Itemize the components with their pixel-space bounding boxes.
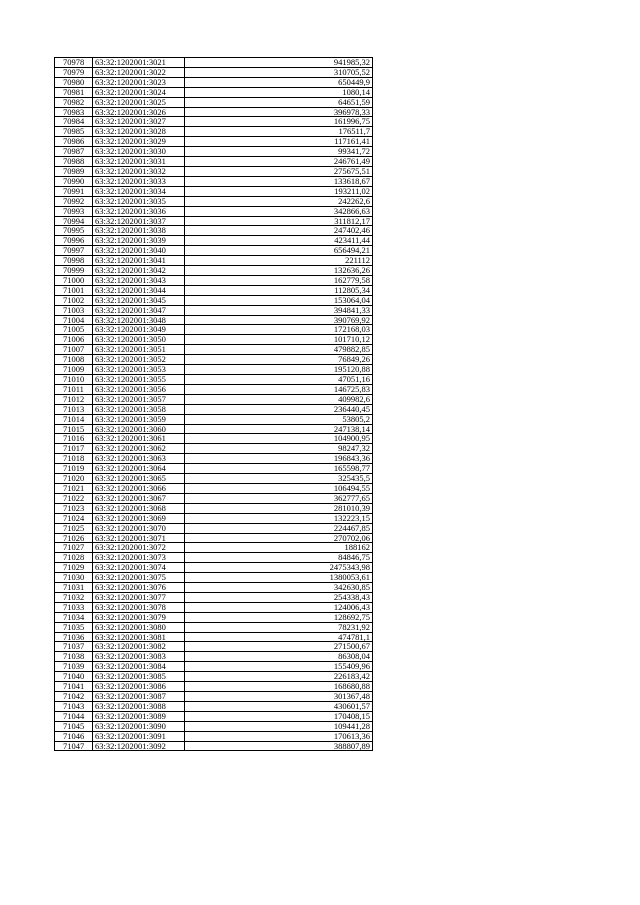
table-row bbox=[55, 266, 373, 276]
row-number-cell: 71025 bbox=[55, 523, 93, 533]
value-cell: 254338,43 bbox=[185, 592, 373, 602]
row-number-cell: 71001 bbox=[55, 285, 93, 295]
row-number-cell: 71034 bbox=[55, 612, 93, 622]
cadastral-number-cell: 63:32:1202001:3033 bbox=[93, 176, 185, 186]
value-cell: 176511,7 bbox=[185, 127, 373, 137]
table-row bbox=[55, 256, 373, 266]
table-row bbox=[55, 533, 373, 543]
table-row bbox=[55, 662, 373, 672]
value-cell: 409982,6 bbox=[185, 394, 373, 404]
table-body bbox=[55, 58, 373, 751]
cadastral-number-cell: 63:32:1202001:3055 bbox=[93, 375, 185, 385]
value-cell: 311812,17 bbox=[185, 216, 373, 226]
row-number-cell: 70979 bbox=[55, 67, 93, 77]
cadastral-number-cell: 63:32:1202001:3025 bbox=[93, 97, 185, 107]
row-number-cell: 71037 bbox=[55, 642, 93, 652]
value-cell: 146725,83 bbox=[185, 384, 373, 394]
cadastral-number-cell: 63:32:1202001:3075 bbox=[93, 573, 185, 583]
cadastral-number-cell: 63:32:1202001:3069 bbox=[93, 513, 185, 523]
table-row bbox=[55, 384, 373, 394]
row-number-cell: 71040 bbox=[55, 672, 93, 682]
row-number-cell: 70981 bbox=[55, 87, 93, 97]
cadastral-number-cell: 63:32:1202001:3057 bbox=[93, 394, 185, 404]
table-row bbox=[55, 602, 373, 612]
row-number-cell: 71028 bbox=[55, 553, 93, 563]
value-cell: 165598,77 bbox=[185, 464, 373, 474]
cadastral-number-cell: 63:32:1202001:3081 bbox=[93, 632, 185, 642]
value-cell: 325435,5 bbox=[185, 474, 373, 484]
value-cell: 117161,41 bbox=[185, 137, 373, 147]
cadastral-number-cell: 63:32:1202001:3056 bbox=[93, 384, 185, 394]
table-row bbox=[55, 295, 373, 305]
table-row bbox=[55, 246, 373, 256]
row-number-cell: 70983 bbox=[55, 107, 93, 117]
value-cell: 221112 bbox=[185, 256, 373, 266]
row-number-cell: 70991 bbox=[55, 186, 93, 196]
table-row bbox=[55, 573, 373, 583]
cadastral-number-cell: 63:32:1202001:3058 bbox=[93, 404, 185, 414]
table-row bbox=[55, 67, 373, 77]
row-number-cell: 71026 bbox=[55, 533, 93, 543]
cadastral-number-cell: 63:32:1202001:3034 bbox=[93, 186, 185, 196]
table-row bbox=[55, 345, 373, 355]
table-row bbox=[55, 652, 373, 662]
row-number-cell: 71021 bbox=[55, 483, 93, 493]
cadastral-number-cell: 63:32:1202001:3023 bbox=[93, 77, 185, 87]
row-number-cell: 71036 bbox=[55, 632, 93, 642]
value-cell: 76849,26 bbox=[185, 355, 373, 365]
cadastral-number-cell: 63:32:1202001:3074 bbox=[93, 563, 185, 573]
value-cell: 2475343,98 bbox=[185, 563, 373, 573]
cadastral-number-cell: 63:32:1202001:3042 bbox=[93, 266, 185, 276]
table-row bbox=[55, 672, 373, 682]
table-row bbox=[55, 97, 373, 107]
row-number-cell: 71018 bbox=[55, 454, 93, 464]
row-number-cell: 71012 bbox=[55, 394, 93, 404]
cadastral-number-cell: 63:32:1202001:3061 bbox=[93, 434, 185, 444]
cadastral-number-cell: 63:32:1202001:3089 bbox=[93, 711, 185, 721]
cadastral-number-cell: 63:32:1202001:3071 bbox=[93, 533, 185, 543]
row-number-cell: 70998 bbox=[55, 256, 93, 266]
cadastral-number-cell: 63:32:1202001:3060 bbox=[93, 424, 185, 434]
value-cell: 64651,59 bbox=[185, 97, 373, 107]
row-number-cell: 70999 bbox=[55, 266, 93, 276]
table-row bbox=[55, 454, 373, 464]
row-number-cell: 70987 bbox=[55, 147, 93, 157]
table-row bbox=[55, 721, 373, 731]
cadastral-number-cell: 63:32:1202001:3088 bbox=[93, 701, 185, 711]
row-number-cell: 71002 bbox=[55, 295, 93, 305]
cadastral-number-cell: 63:32:1202001:3051 bbox=[93, 345, 185, 355]
table-row bbox=[55, 711, 373, 721]
value-cell: 226183,42 bbox=[185, 672, 373, 682]
row-number-cell: 71024 bbox=[55, 513, 93, 523]
cadastral-number-cell: 63:32:1202001:3041 bbox=[93, 256, 185, 266]
table-row bbox=[55, 404, 373, 414]
value-cell: 98247,32 bbox=[185, 444, 373, 454]
cadastral-number-cell: 63:32:1202001:3047 bbox=[93, 305, 185, 315]
table-row bbox=[55, 216, 373, 226]
table-row bbox=[55, 701, 373, 711]
cadastral-number-cell: 63:32:1202001:3048 bbox=[93, 315, 185, 325]
table-row bbox=[55, 226, 373, 236]
table-row bbox=[55, 117, 373, 127]
table-row bbox=[55, 315, 373, 325]
row-number-cell: 70993 bbox=[55, 206, 93, 216]
cadastral-number-cell: 63:32:1202001:3026 bbox=[93, 107, 185, 117]
value-cell: 162779,58 bbox=[185, 275, 373, 285]
table-row bbox=[55, 335, 373, 345]
row-number-cell: 70980 bbox=[55, 77, 93, 87]
row-number-cell: 71031 bbox=[55, 583, 93, 593]
table-row bbox=[55, 503, 373, 513]
cadastral-number-cell: 63:32:1202001:3049 bbox=[93, 325, 185, 335]
value-cell: 1080,14 bbox=[185, 87, 373, 97]
cadastral-number-cell: 63:32:1202001:3086 bbox=[93, 682, 185, 692]
value-cell: 132636,26 bbox=[185, 266, 373, 276]
cadastral-number-cell: 63:32:1202001:3083 bbox=[93, 652, 185, 662]
cadastral-number-cell: 63:32:1202001:3044 bbox=[93, 285, 185, 295]
cadastral-number-cell: 63:32:1202001:3031 bbox=[93, 157, 185, 167]
table-row bbox=[55, 553, 373, 563]
value-cell: 281010,39 bbox=[185, 503, 373, 513]
row-number-cell: 71033 bbox=[55, 602, 93, 612]
value-cell: 170408,15 bbox=[185, 711, 373, 721]
value-cell: 236440,45 bbox=[185, 404, 373, 414]
table-row bbox=[55, 424, 373, 434]
table-row bbox=[55, 365, 373, 375]
row-number-cell: 71023 bbox=[55, 503, 93, 513]
value-cell: 423411,44 bbox=[185, 236, 373, 246]
table-row bbox=[55, 58, 373, 68]
row-number-cell: 71009 bbox=[55, 365, 93, 375]
value-cell: 474781,1 bbox=[185, 632, 373, 642]
cadastral-number-cell: 63:32:1202001:3032 bbox=[93, 166, 185, 176]
value-cell: 388807,89 bbox=[185, 741, 373, 751]
cadastral-number-cell: 63:32:1202001:3091 bbox=[93, 731, 185, 741]
cadastral-number-cell: 63:32:1202001:3027 bbox=[93, 117, 185, 127]
row-number-cell: 71020 bbox=[55, 474, 93, 484]
cadastral-number-cell: 63:32:1202001:3072 bbox=[93, 543, 185, 553]
value-cell: 271500,67 bbox=[185, 642, 373, 652]
value-cell: 342630,85 bbox=[185, 583, 373, 593]
value-cell: 479882,85 bbox=[185, 345, 373, 355]
table-row bbox=[55, 434, 373, 444]
table-row bbox=[55, 583, 373, 593]
value-cell: 112805,34 bbox=[185, 285, 373, 295]
data-table bbox=[54, 57, 373, 751]
cadastral-number-cell: 63:32:1202001:3090 bbox=[93, 721, 185, 731]
value-cell: 193211,02 bbox=[185, 186, 373, 196]
cadastral-number-cell: 63:32:1202001:3045 bbox=[93, 295, 185, 305]
row-number-cell: 71038 bbox=[55, 652, 93, 662]
table-row bbox=[55, 692, 373, 702]
row-number-cell: 71046 bbox=[55, 731, 93, 741]
row-number-cell: 70997 bbox=[55, 246, 93, 256]
value-cell: 1380053,61 bbox=[185, 573, 373, 583]
row-number-cell: 70988 bbox=[55, 157, 93, 167]
row-number-cell: 71014 bbox=[55, 414, 93, 424]
row-number-cell: 71030 bbox=[55, 573, 93, 583]
value-cell: 84846,75 bbox=[185, 553, 373, 563]
value-cell: 394841,33 bbox=[185, 305, 373, 315]
row-number-cell: 71006 bbox=[55, 335, 93, 345]
table-row bbox=[55, 206, 373, 216]
row-number-cell: 71044 bbox=[55, 711, 93, 721]
value-cell: 168680,88 bbox=[185, 682, 373, 692]
cadastral-number-cell: 63:32:1202001:3084 bbox=[93, 662, 185, 672]
cadastral-number-cell: 63:32:1202001:3043 bbox=[93, 275, 185, 285]
value-cell: 247402,46 bbox=[185, 226, 373, 236]
value-cell: 86308,04 bbox=[185, 652, 373, 662]
table-row bbox=[55, 137, 373, 147]
row-number-cell: 71032 bbox=[55, 592, 93, 602]
table-row bbox=[55, 147, 373, 157]
row-number-cell: 71029 bbox=[55, 563, 93, 573]
row-number-cell: 70978 bbox=[55, 58, 93, 68]
table-row bbox=[55, 87, 373, 97]
table-row bbox=[55, 474, 373, 484]
table-row bbox=[55, 107, 373, 117]
cadastral-number-cell: 63:32:1202001:3078 bbox=[93, 602, 185, 612]
value-cell: 155409,96 bbox=[185, 662, 373, 672]
row-number-cell: 71022 bbox=[55, 493, 93, 503]
cadastral-number-cell: 63:32:1202001:3087 bbox=[93, 692, 185, 702]
cadastral-number-cell: 63:32:1202001:3076 bbox=[93, 583, 185, 593]
row-number-cell: 70989 bbox=[55, 166, 93, 176]
cadastral-number-cell: 63:32:1202001:3022 bbox=[93, 67, 185, 77]
table-row bbox=[55, 375, 373, 385]
row-number-cell: 71005 bbox=[55, 325, 93, 335]
table-row bbox=[55, 414, 373, 424]
value-cell: 656494,21 bbox=[185, 246, 373, 256]
value-cell: 941985,32 bbox=[185, 58, 373, 68]
value-cell: 310705,52 bbox=[185, 67, 373, 77]
table-row bbox=[55, 325, 373, 335]
cadastral-number-cell: 63:32:1202001:3052 bbox=[93, 355, 185, 365]
row-number-cell: 71003 bbox=[55, 305, 93, 315]
table-row bbox=[55, 166, 373, 176]
value-cell: 133618,67 bbox=[185, 176, 373, 186]
row-number-cell: 71035 bbox=[55, 622, 93, 632]
cadastral-number-cell: 63:32:1202001:3039 bbox=[93, 236, 185, 246]
row-number-cell: 70995 bbox=[55, 226, 93, 236]
table-row bbox=[55, 285, 373, 295]
row-number-cell: 71027 bbox=[55, 543, 93, 553]
table-row bbox=[55, 275, 373, 285]
table-row bbox=[55, 682, 373, 692]
row-number-cell: 70994 bbox=[55, 216, 93, 226]
value-cell: 47051,16 bbox=[185, 375, 373, 385]
value-cell: 188162 bbox=[185, 543, 373, 553]
table-row bbox=[55, 493, 373, 503]
table-row bbox=[55, 543, 373, 553]
cadastral-number-cell: 63:32:1202001:3035 bbox=[93, 196, 185, 206]
cadastral-number-cell: 63:32:1202001:3066 bbox=[93, 483, 185, 493]
cadastral-number-cell: 63:32:1202001:3038 bbox=[93, 226, 185, 236]
cadastral-number-cell: 63:32:1202001:3036 bbox=[93, 206, 185, 216]
row-number-cell: 71008 bbox=[55, 355, 93, 365]
cadastral-number-cell: 63:32:1202001:3073 bbox=[93, 553, 185, 563]
value-cell: 247138,14 bbox=[185, 424, 373, 434]
value-cell: 275675,51 bbox=[185, 166, 373, 176]
value-cell: 196843,36 bbox=[185, 454, 373, 464]
cadastral-number-cell: 63:32:1202001:3079 bbox=[93, 612, 185, 622]
value-cell: 124006,43 bbox=[185, 602, 373, 612]
value-cell: 153064,04 bbox=[185, 295, 373, 305]
cadastral-number-cell: 63:32:1202001:3037 bbox=[93, 216, 185, 226]
cadastral-number-cell: 63:32:1202001:3068 bbox=[93, 503, 185, 513]
value-cell: 78231,92 bbox=[185, 622, 373, 632]
value-cell: 104900,95 bbox=[185, 434, 373, 444]
table-row bbox=[55, 355, 373, 365]
table-row bbox=[55, 464, 373, 474]
cadastral-number-cell: 63:32:1202001:3070 bbox=[93, 523, 185, 533]
value-cell: 99341,72 bbox=[185, 147, 373, 157]
row-number-cell: 70990 bbox=[55, 176, 93, 186]
value-cell: 396978,33 bbox=[185, 107, 373, 117]
value-cell: 342866,63 bbox=[185, 206, 373, 216]
row-number-cell: 70985 bbox=[55, 127, 93, 137]
table-row bbox=[55, 622, 373, 632]
cadastral-number-cell: 63:32:1202001:3024 bbox=[93, 87, 185, 97]
row-number-cell: 71013 bbox=[55, 404, 93, 414]
table-row bbox=[55, 513, 373, 523]
cadastral-number-cell: 63:32:1202001:3040 bbox=[93, 246, 185, 256]
cadastral-number-cell: 63:32:1202001:3080 bbox=[93, 622, 185, 632]
table-row bbox=[55, 642, 373, 652]
row-number-cell: 71007 bbox=[55, 345, 93, 355]
table-row bbox=[55, 731, 373, 741]
row-number-cell: 70992 bbox=[55, 196, 93, 206]
table-row bbox=[55, 157, 373, 167]
value-cell: 650449,9 bbox=[185, 77, 373, 87]
value-cell: 390769,92 bbox=[185, 315, 373, 325]
value-cell: 195120,88 bbox=[185, 365, 373, 375]
value-cell: 53805,2 bbox=[185, 414, 373, 424]
row-number-cell: 70996 bbox=[55, 236, 93, 246]
row-number-cell: 71004 bbox=[55, 315, 93, 325]
value-cell: 430601,57 bbox=[185, 701, 373, 711]
table-row bbox=[55, 444, 373, 454]
cadastral-number-cell: 63:32:1202001:3064 bbox=[93, 464, 185, 474]
row-number-cell: 71041 bbox=[55, 682, 93, 692]
table-row bbox=[55, 176, 373, 186]
table-row bbox=[55, 77, 373, 87]
cadastral-number-cell: 63:32:1202001:3053 bbox=[93, 365, 185, 375]
row-number-cell: 70982 bbox=[55, 97, 93, 107]
cadastral-number-cell: 63:32:1202001:3063 bbox=[93, 454, 185, 464]
value-cell: 270702,06 bbox=[185, 533, 373, 543]
cadastral-number-cell: 63:32:1202001:3062 bbox=[93, 444, 185, 454]
value-cell: 109441,28 bbox=[185, 721, 373, 731]
value-cell: 161996,75 bbox=[185, 117, 373, 127]
row-number-cell: 71010 bbox=[55, 375, 93, 385]
cadastral-number-cell: 63:32:1202001:3028 bbox=[93, 127, 185, 137]
cadastral-number-cell: 63:32:1202001:3050 bbox=[93, 335, 185, 345]
value-cell: 170613,36 bbox=[185, 731, 373, 741]
table-row bbox=[55, 523, 373, 533]
row-number-cell: 71017 bbox=[55, 444, 93, 454]
table-row bbox=[55, 236, 373, 246]
row-number-cell: 71039 bbox=[55, 662, 93, 672]
row-number-cell: 71047 bbox=[55, 741, 93, 751]
value-cell: 246761,49 bbox=[185, 157, 373, 167]
value-cell: 301367,48 bbox=[185, 692, 373, 702]
table-row bbox=[55, 632, 373, 642]
row-number-cell: 70984 bbox=[55, 117, 93, 127]
table-row bbox=[55, 127, 373, 137]
row-number-cell: 71011 bbox=[55, 384, 93, 394]
cadastral-number-cell: 63:32:1202001:3092 bbox=[93, 741, 185, 751]
value-cell: 128692,75 bbox=[185, 612, 373, 622]
cadastral-number-cell: 63:32:1202001:3030 bbox=[93, 147, 185, 157]
row-number-cell: 70986 bbox=[55, 137, 93, 147]
value-cell: 224467,85 bbox=[185, 523, 373, 533]
table-row bbox=[55, 186, 373, 196]
cadastral-number-cell: 63:32:1202001:3082 bbox=[93, 642, 185, 652]
value-cell: 106494,55 bbox=[185, 483, 373, 493]
row-number-cell: 71042 bbox=[55, 692, 93, 702]
table-row bbox=[55, 592, 373, 602]
cadastral-number-cell: 63:32:1202001:3021 bbox=[93, 58, 185, 68]
cadastral-number-cell: 63:32:1202001:3077 bbox=[93, 592, 185, 602]
value-cell: 242262,6 bbox=[185, 196, 373, 206]
row-number-cell: 71045 bbox=[55, 721, 93, 731]
table-row bbox=[55, 196, 373, 206]
row-number-cell: 71019 bbox=[55, 464, 93, 474]
cadastral-number-cell: 63:32:1202001:3029 bbox=[93, 137, 185, 147]
table-row bbox=[55, 483, 373, 493]
value-cell: 101710,12 bbox=[185, 335, 373, 345]
table-row bbox=[55, 305, 373, 315]
table-row bbox=[55, 563, 373, 573]
cadastral-number-cell: 63:32:1202001:3067 bbox=[93, 493, 185, 503]
table-row bbox=[55, 394, 373, 404]
row-number-cell: 71016 bbox=[55, 434, 93, 444]
row-number-cell: 71043 bbox=[55, 701, 93, 711]
cadastral-number-cell: 63:32:1202001:3059 bbox=[93, 414, 185, 424]
value-cell: 362777,65 bbox=[185, 493, 373, 503]
cadastral-number-cell: 63:32:1202001:3085 bbox=[93, 672, 185, 682]
cadastral-number-cell: 63:32:1202001:3065 bbox=[93, 474, 185, 484]
value-cell: 172168,03 bbox=[185, 325, 373, 335]
table-row bbox=[55, 741, 373, 751]
row-number-cell: 71000 bbox=[55, 275, 93, 285]
value-cell: 132223,15 bbox=[185, 513, 373, 523]
table-row bbox=[55, 612, 373, 622]
row-number-cell: 71015 bbox=[55, 424, 93, 434]
